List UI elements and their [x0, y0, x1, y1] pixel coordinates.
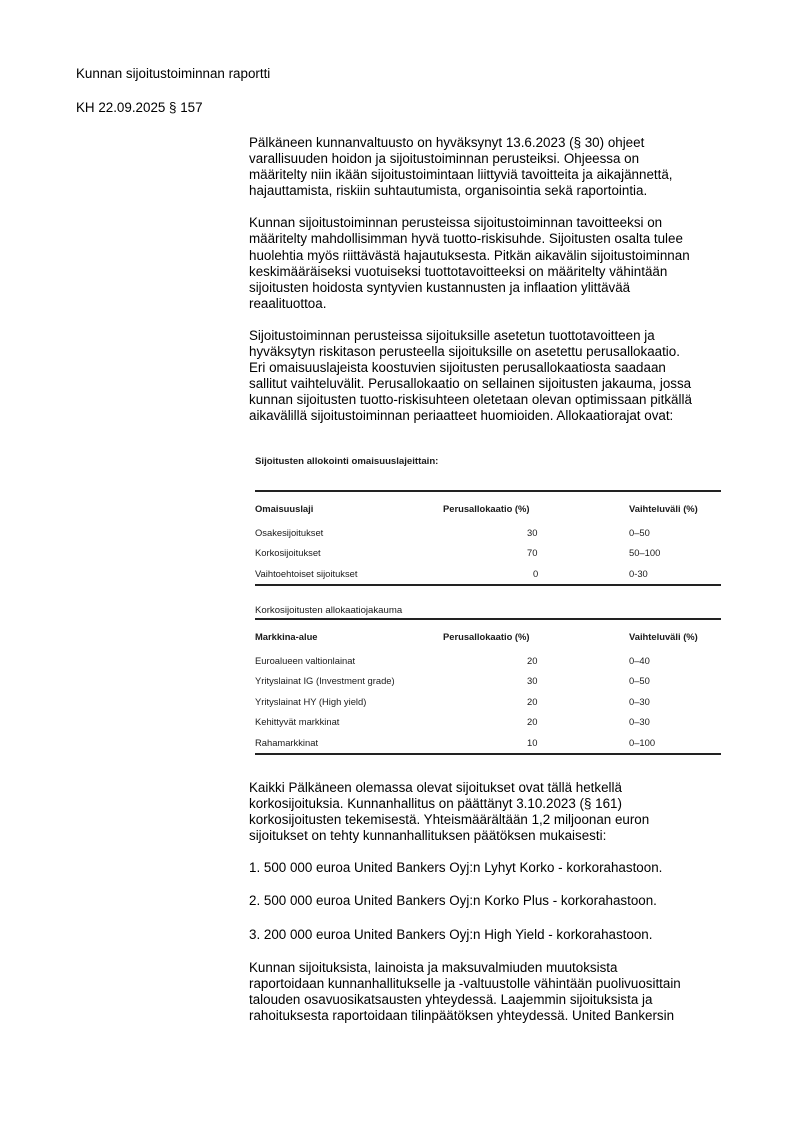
column-header: Perusallokaatio (%) [443, 503, 530, 514]
table-cell: 0–50 [629, 526, 650, 538]
table-cell: 50–100 [629, 547, 661, 559]
table-header-row [255, 491, 721, 522]
asset-class-allocation-table-block [255, 456, 721, 586]
text-line: huolehtia myös riittävästä hajautuksesta. Pitkän aikavälin sijoitustoiminnan [249, 247, 690, 263]
table-row [255, 543, 721, 564]
fixed-income-allocation-table [255, 618, 721, 755]
table-cell: 70 [527, 547, 538, 559]
text-line: Sijoitustoiminnan perusteissa sijoituksille asetetun tuottotavoitteen ja [249, 327, 655, 343]
text-line: sijoitukset on tehty kunnanhallituksen päätöksen mukaisesti: [249, 828, 607, 844]
document-title: Kunnan sijoitustoiminnan raportti [76, 66, 271, 81]
text-line: talouden osavuosikatsausten yhteydessä. Laajemmin sijoituksista ja [249, 991, 653, 1007]
asset-class-allocation-table [255, 490, 721, 586]
table-row [255, 691, 721, 712]
text-line: varallisuuden hoidon ja sijoitustoiminnan perusteiksi. Ohjeessa on [249, 151, 640, 167]
text-line: korkosijoitusten tekemisestä. Yhteismäärältään 1,2 miljoonan euron [249, 812, 650, 828]
text-line: reaalituottoa. [249, 295, 327, 311]
fixed-income-allocation-table-block [255, 605, 721, 755]
text-line: rahoituksesta raportoidaan tilinpäätöksen yhteydessä. United Bankersin [249, 1007, 675, 1023]
table-cell: Vaihtoehtoiset sijoitukset [255, 567, 358, 579]
column-header: Omaisuuslaji [255, 503, 314, 514]
investment-item: 3. 200 000 euroa United Bankers Oyj:n High Yield - korkorahastoon. [249, 926, 653, 942]
text-line: kunnan sijoitusten tuotto-riskisuhteen oletetaan olevan optimissaan pitkällä [249, 392, 692, 408]
text-line: Eri omaisuuslajeista koostuvien sijoitusten perusallokaatiosta saadaan [249, 360, 666, 376]
text-line: hyväksytyn riskitason perusteella sijoituksille on asetettu perusallokaatio. [249, 344, 680, 360]
table-row [255, 732, 721, 754]
table-cell: Rahamarkkinat [255, 736, 319, 748]
table-row [255, 671, 721, 692]
paragraph-allocation [249, 328, 735, 425]
table-cell: Korkosijoitukset [255, 547, 321, 559]
text-line: keskimääräiseksi vuotuiseksi tuottotavoitteeksi on määritelty vähintään [249, 263, 668, 279]
table-cell: 20 [527, 654, 538, 666]
table-caption: Korkosijoitusten allokaatiojakauma [255, 605, 403, 616]
document-body-continued [249, 780, 735, 1040]
table-cell: 20 [527, 716, 538, 728]
paragraph-current-investments [249, 780, 735, 844]
table-cell: 30 [527, 526, 538, 538]
table-cell: 0–50 [629, 675, 650, 687]
text-line: raportoidaan kunnanhallitukselle ja -valtuustolle vähintään puolivuosittain [249, 975, 681, 991]
table-row [255, 712, 721, 733]
text-line: korkosijoituksia. Kunnanhallitus on päättänyt 3.10.2023 (§ 161) [249, 796, 622, 812]
table-cell: 30 [527, 675, 538, 687]
paragraph-reporting [249, 960, 735, 1024]
text-line: aikavälillä sijoitustoiminnan periaatteet huomioiden. Allokaatiorajat ovat: [249, 408, 674, 424]
column-header: Vaihteluväli (%) [629, 503, 698, 514]
table-cell: 10 [527, 736, 538, 748]
investment-item: 1. 500 000 euroa United Bankers Oyj:n Lyhyt Korko - korkorahastoon. [249, 860, 663, 876]
paragraph-guidelines [249, 135, 735, 199]
text-line: Pälkäneen kunnanvaltuusto on hyväksynyt 13.6.2023 (§ 30) ohjeet [249, 135, 645, 150]
investment-item: 2. 500 000 euroa United Bankers Oyj:n Korko Plus - korkorahastoon. [249, 893, 657, 909]
meeting-reference: KH 22.09.2025 § 157 [76, 100, 203, 115]
text-line: määritelty niin ikään sijoitustoimintaan liittyviä tavoitteita ja aikajännettä, [249, 167, 673, 183]
table-cell: 0–30 [629, 716, 650, 728]
table-row [255, 563, 721, 585]
document-body [249, 135, 735, 441]
text-line: määritelty mahdollisimman hyvä tuotto-riskisuhde. Sijoitusten osalta tulee [249, 231, 683, 247]
table-cell: 0–40 [629, 654, 650, 666]
paragraph-objectives [249, 215, 735, 312]
table-header-row [255, 619, 721, 650]
table-cell: Yrityslainat IG (Investment grade) [255, 675, 395, 687]
text-line: Kunnan sijoituksista, lainoista ja maksuvalmiuden muutoksista [249, 959, 618, 975]
table-cell: Yrityslainat HY (High yield) [255, 695, 367, 707]
text-line: hajauttamista, riskiin suhtautumista, organisointia sekä raportointia. [249, 183, 648, 199]
table-cell: 20 [527, 695, 538, 707]
table-cell: Osakesijoitukset [255, 526, 324, 538]
table-cell: 0 [533, 567, 539, 579]
text-line: Kunnan sijoitustoiminnan perusteissa sijoitustoiminnan tavoitteeksi on [249, 215, 663, 231]
table-cell: Kehittyvät markkinat [255, 716, 340, 728]
column-header: Markkina-alue [255, 631, 318, 642]
column-header: Vaihteluväli (%) [629, 631, 698, 642]
table-cell: 0-30 [629, 567, 648, 579]
text-line: sijoitusten hoidosta syntyvien kustannusten ja inflaation ylittävää [249, 279, 631, 295]
table-cell: 0–30 [629, 695, 650, 707]
table-caption: Sijoitusten allokointi omaisuuslajeittain: [255, 456, 439, 467]
table-row [255, 522, 721, 543]
text-line: sallitut vaihteluvälit. Perusallokaatio on sellainen sijoitusten jakauma, jossa [249, 376, 692, 392]
column-header: Perusallokaatio (%) [443, 631, 530, 642]
table-cell: Euroalueen valtionlainat [255, 654, 356, 666]
table-cell: 0–100 [629, 736, 656, 748]
table-row [255, 650, 721, 671]
text-line: Kaikki Pälkäneen olemassa olevat sijoitukset ovat tällä hetkellä [249, 780, 622, 795]
